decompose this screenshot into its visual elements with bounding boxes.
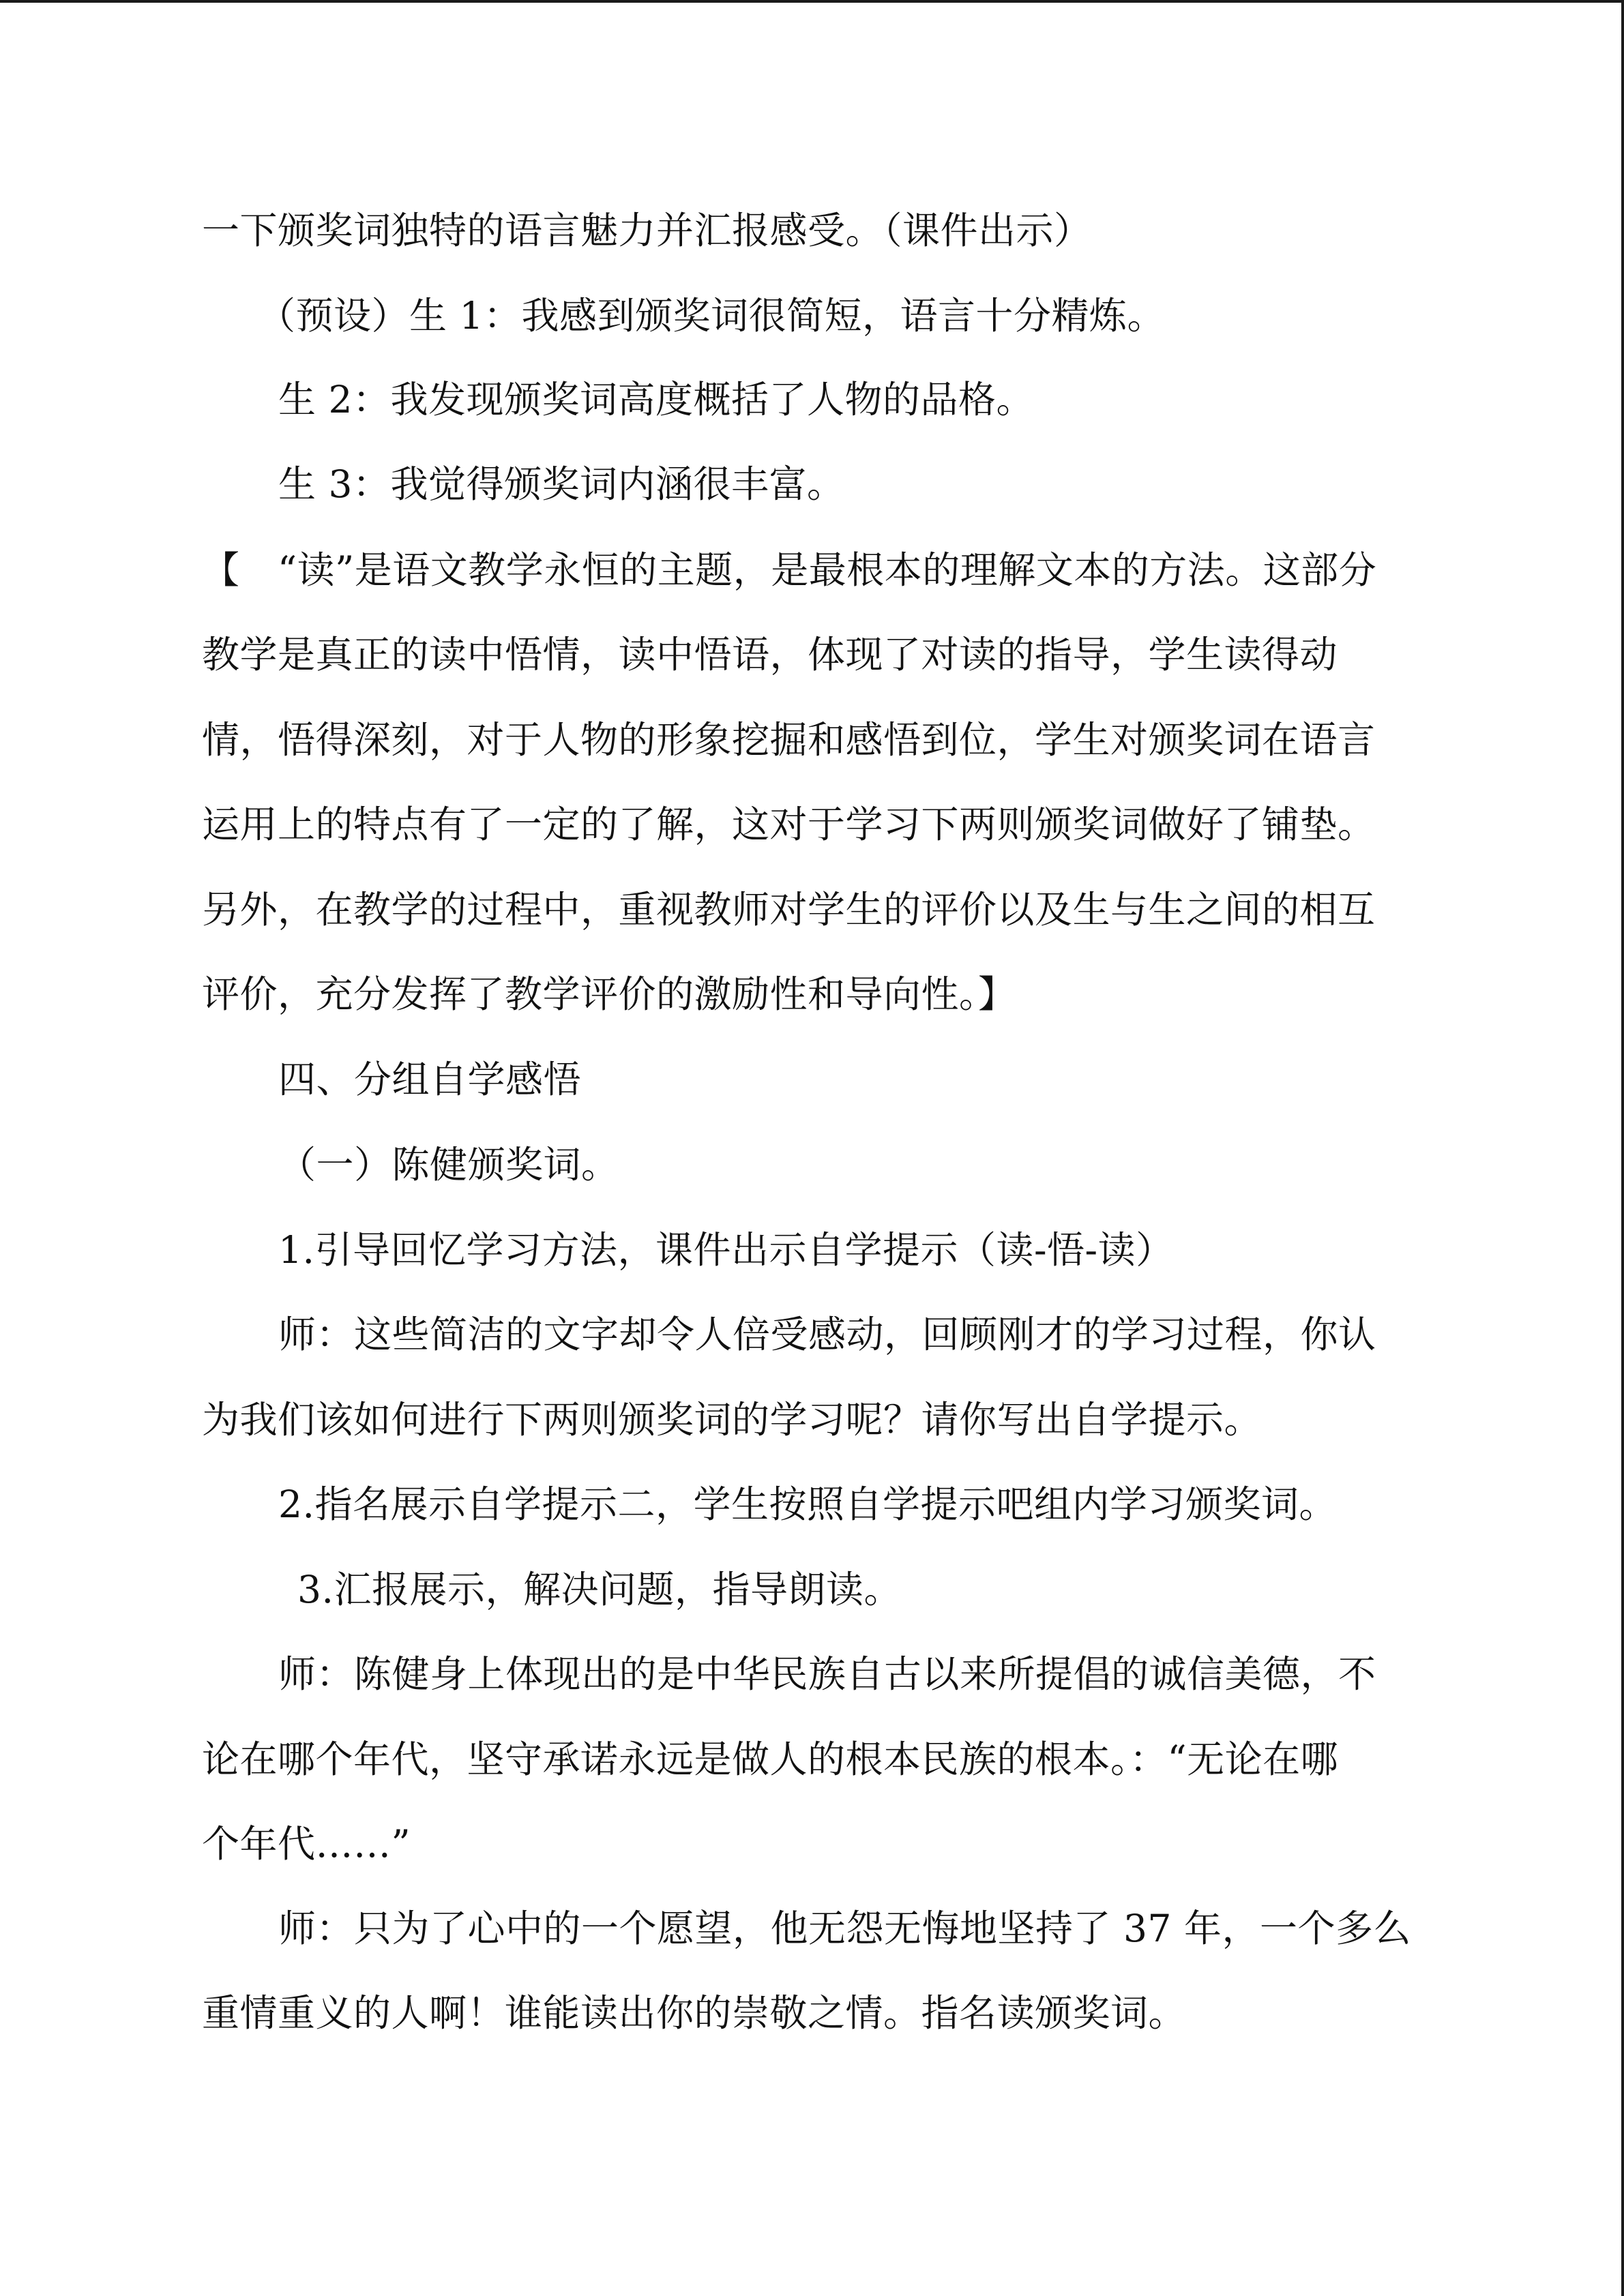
commentary-line-2: 教学是真正的读中悟情，读中悟语，体现了对读的指导，学生读得动 — [202, 633, 1338, 676]
commentary-line-3: 情，悟得深刻，对于人物的形象挖掘和感悟到位，学生对颁奖词在语言 — [202, 718, 1376, 762]
text-line-18: 师：陈健身上体现出的是中华民族自古以来所提倡的诚信美德，不 — [278, 1652, 1376, 1696]
text-line-2: （预设）生 1：我感到颁奖词很简短，语言十分精炼。 — [258, 294, 1165, 338]
commentary-line-4: 运用上的特点有了一定的了解，这对于学习下两则颁奖词做好了铺垫。 — [202, 803, 1376, 846]
commentary-line-5: 另外，在教学的过程中，重视教师对学生的评价以及生与生之间的相互 — [202, 888, 1376, 931]
text-line-13: 1.引导回忆学习方法，课件出示自学提示（读-悟-读） — [278, 1228, 1174, 1272]
subsection-heading: （一）陈健颁奖词。 — [278, 1143, 619, 1187]
text-line-19: 论在哪个年代，坚守承诺永远是做人的根本民族的根本。：“无论在哪 — [202, 1738, 1339, 1781]
text-line-3: 生 2：我发现颁奖词高度概括了人物的品格。 — [278, 378, 1034, 421]
text-line-1: 一下颁奖词独特的语言魅力并汇报感受。（课件出示） — [202, 209, 1092, 252]
commentary-line-1: 【 “读”是语文教学永恒的主题，是最根本的理解文本的方法。这部分 — [202, 548, 1377, 592]
page-right-border — [1621, 0, 1624, 2296]
text-line-20: 个年代……” — [202, 1822, 411, 1866]
text-line-21: 师：只为了心中的一个愿望，他无怨无悔地坚持了 37 年，一个多么 — [278, 1907, 1411, 1950]
text-line-15: 为我们该如何进行下两则颁奖词的学习呢？请你写出自学提示。 — [202, 1398, 1263, 1442]
text-line-14: 师：这些简洁的文字却令人倍受感动，回顾刚才的学习过程，你认 — [278, 1313, 1376, 1356]
text-line-4: 生 3：我觉得颁奖词内涵很丰富。 — [278, 462, 845, 506]
section-heading: 四、分组自学感悟 — [278, 1058, 582, 1101]
text-line-22: 重情重义的人啊！谁能读出你的崇敬之情。指名读颁奖词。 — [202, 1991, 1187, 2035]
page-top-border — [0, 0, 1624, 3]
text-line-17: 3.汇报展示，解决问题，指导朗读。 — [297, 1568, 902, 1611]
text-line-16: 2.指名展示自学提示二，学生按照自学提示吧组内学习颁奖词。 — [278, 1482, 1337, 1526]
commentary-line-6: 评价，充分发挥了教学评价的激励性和导向性。】 — [202, 972, 1016, 1016]
